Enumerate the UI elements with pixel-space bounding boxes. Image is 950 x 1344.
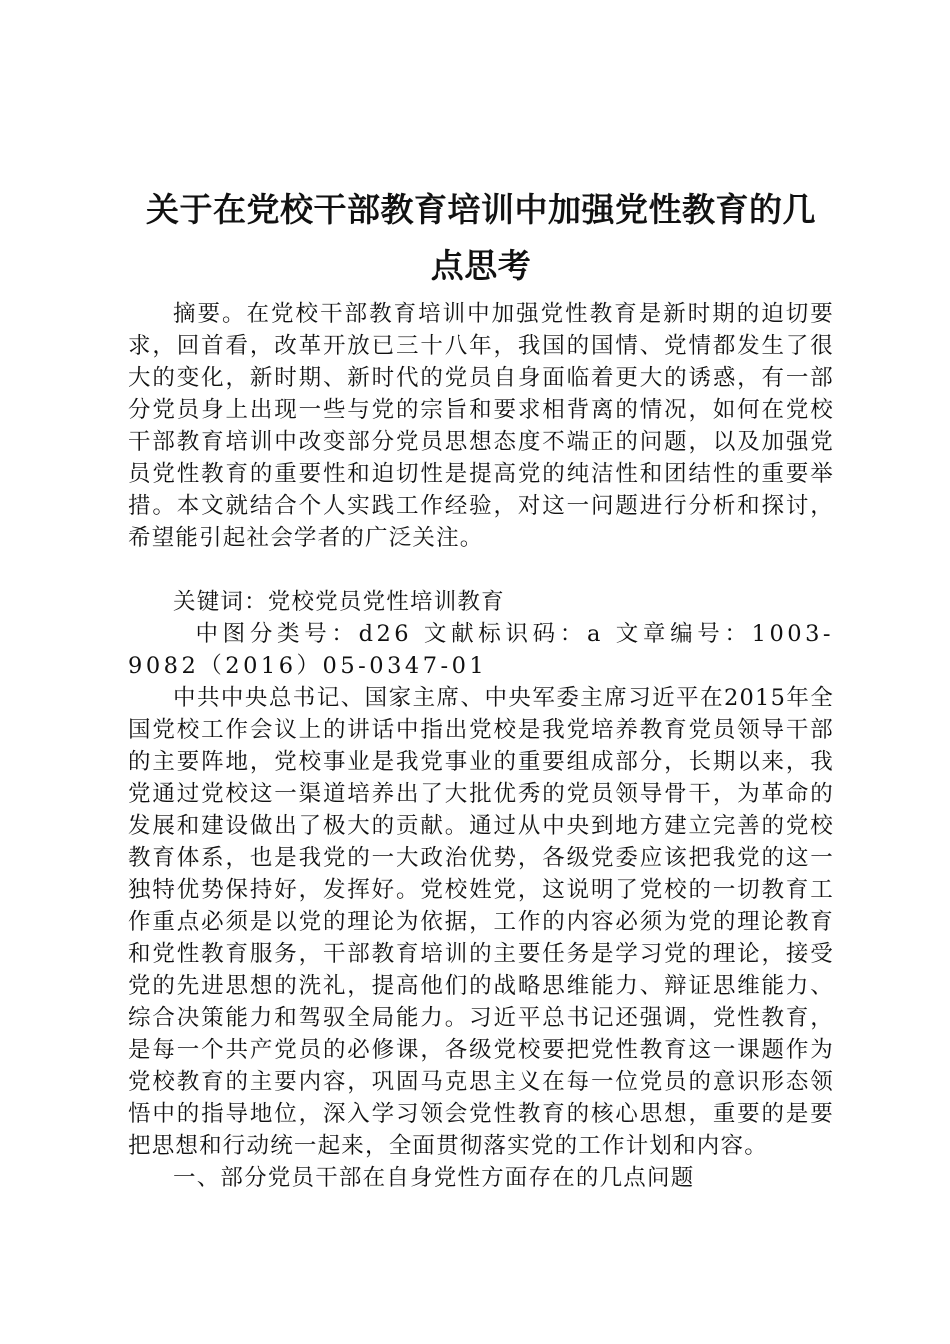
- keywords-line: 关键词：党校党员党性培训教育: [173, 589, 505, 615]
- abstract-paragraph: 摘要。在党校干部教育培训中加强党性教育是新时期的迫切要求，回首看，改革开放已三十八年，我国的国情、党情都发生了很大的变化，新时期、新时代的党员自身面临着更大的诱惑，有一部分党员身上出现一些与党的宗旨和要求相背离的情况，如何在党校干部教育培训中改变部分党员思想态度不端正的问题，以及加强党员党性教育的重要性和迫切性是提高党的纯洁性和团结性的重要举措。本文就结合个人实践工作经验，对这一问题进行分析和探讨，希望能引起社会学者的广泛关注。: [128, 301, 834, 551]
- title-line-1: 关于在党校干部教育培训中加强党性教育的几: [146, 190, 816, 229]
- classification-line: 中图分类号：d26 文献标识码：a 文章编号：1003-9082（2016）05-0347-01: [128, 621, 834, 679]
- document-page: [128, 182, 834, 1194]
- paragraph-spacer: [128, 554, 834, 586]
- body-paragraph: 中共中央总书记、国家主席、中央军委主席习近平在2015年全国党校工作会议上的讲话中指出党校是我党培养教育党员领导干部的主要阵地，党校事业是我党事业的重要组成部分，长期以来，我党通过党校这一渠道培养出了大批优秀的党员领导骨干，为革命的发展和建设做出了极大的贡献。通过从中央到地方建立完善的党校教育体系，也是我党的一大政治优势，各级党委应该把我党的这一独特优势保持好，发挥好。党校姓党，这说明了党校的一切教育工作重点必须是以党的理论为依据，工作的内容必须为党的理论教育和党性教育服务，干部教育培训的主要任务是学习党的理论，接受党的先进思想的洗礼，提高他们的战略思维能力、辩证思维能力、综合决策能力和驾驭全局能力。习近平总书记还强调，党性教育，是每一个共产党员的必修课，各级党校要把党性教育这一课题作为党校教育的主要内容，巩固马克思主义在每一位党员的意识形态领悟中的指导地位，深入学习领会党性教育的核心思想，重要的是要把思想和行动统一起来，全面贯彻落实党的工作计划和内容。: [128, 685, 834, 1159]
- title-line-2: 点思考: [430, 246, 532, 285]
- document-title: [128, 182, 834, 294]
- section-heading: 一、部分党员干部在自身党性方面存在的几点问题: [173, 1165, 695, 1191]
